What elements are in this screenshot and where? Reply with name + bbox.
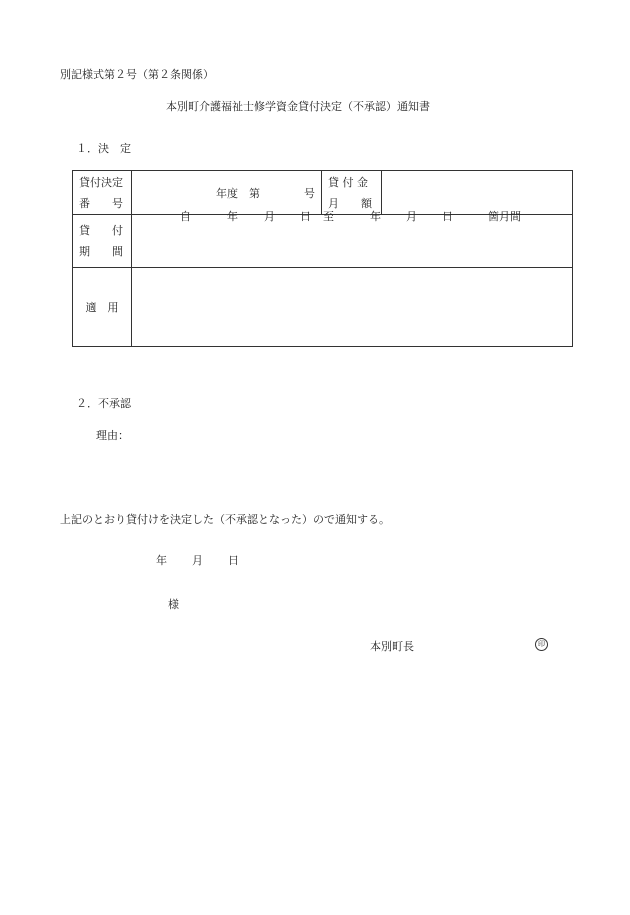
date-month: 月	[192, 554, 203, 567]
addressee-honorific: 様	[168, 598, 179, 611]
period-month-1: 月	[264, 210, 275, 223]
period-to: 至	[323, 210, 334, 223]
issuer-name: 本別町長	[370, 640, 414, 653]
document-title: 本別町介護福祉士修学資金貸付決定（不承認）通知書	[166, 100, 430, 113]
notice-text: 上記のとおり貸付けを決定した（不承認となった）ので通知する。	[60, 513, 390, 526]
period-month-2: 月	[406, 210, 417, 223]
seal-mark: 印	[535, 638, 548, 651]
period-day-1: 日	[300, 210, 311, 223]
form-reference: 別記様式第２号（第２条関係）	[60, 68, 214, 81]
date-year: 年	[156, 554, 167, 567]
table-row	[73, 215, 573, 268]
decision-table	[72, 170, 573, 347]
period-day-2: 日	[442, 210, 453, 223]
loan-period-label: 貸 付 期 間	[73, 215, 132, 268]
table-row	[73, 268, 573, 347]
date-day: 日	[228, 554, 239, 567]
period-year-2: 年	[370, 210, 381, 223]
loan-period-value[interactable]	[132, 210, 573, 268]
period-months: 箇月間	[488, 210, 521, 223]
monthly-amount-label: 貸 付 金 月 額	[322, 171, 382, 215]
loan-number-value[interactable]: 年度 第 号	[132, 171, 322, 215]
section-rejection-heading: ２．不承認	[76, 397, 131, 410]
remarks-value[interactable]	[132, 268, 573, 347]
loan-number-label: 貸付決定 番 号	[73, 171, 132, 215]
period-from: 自	[180, 210, 191, 223]
remarks-label: 適 用	[73, 268, 132, 347]
section-decision-heading: １．決 定	[76, 142, 131, 155]
period-year-1: 年	[227, 210, 238, 223]
reason-label: 理由：	[96, 429, 129, 442]
